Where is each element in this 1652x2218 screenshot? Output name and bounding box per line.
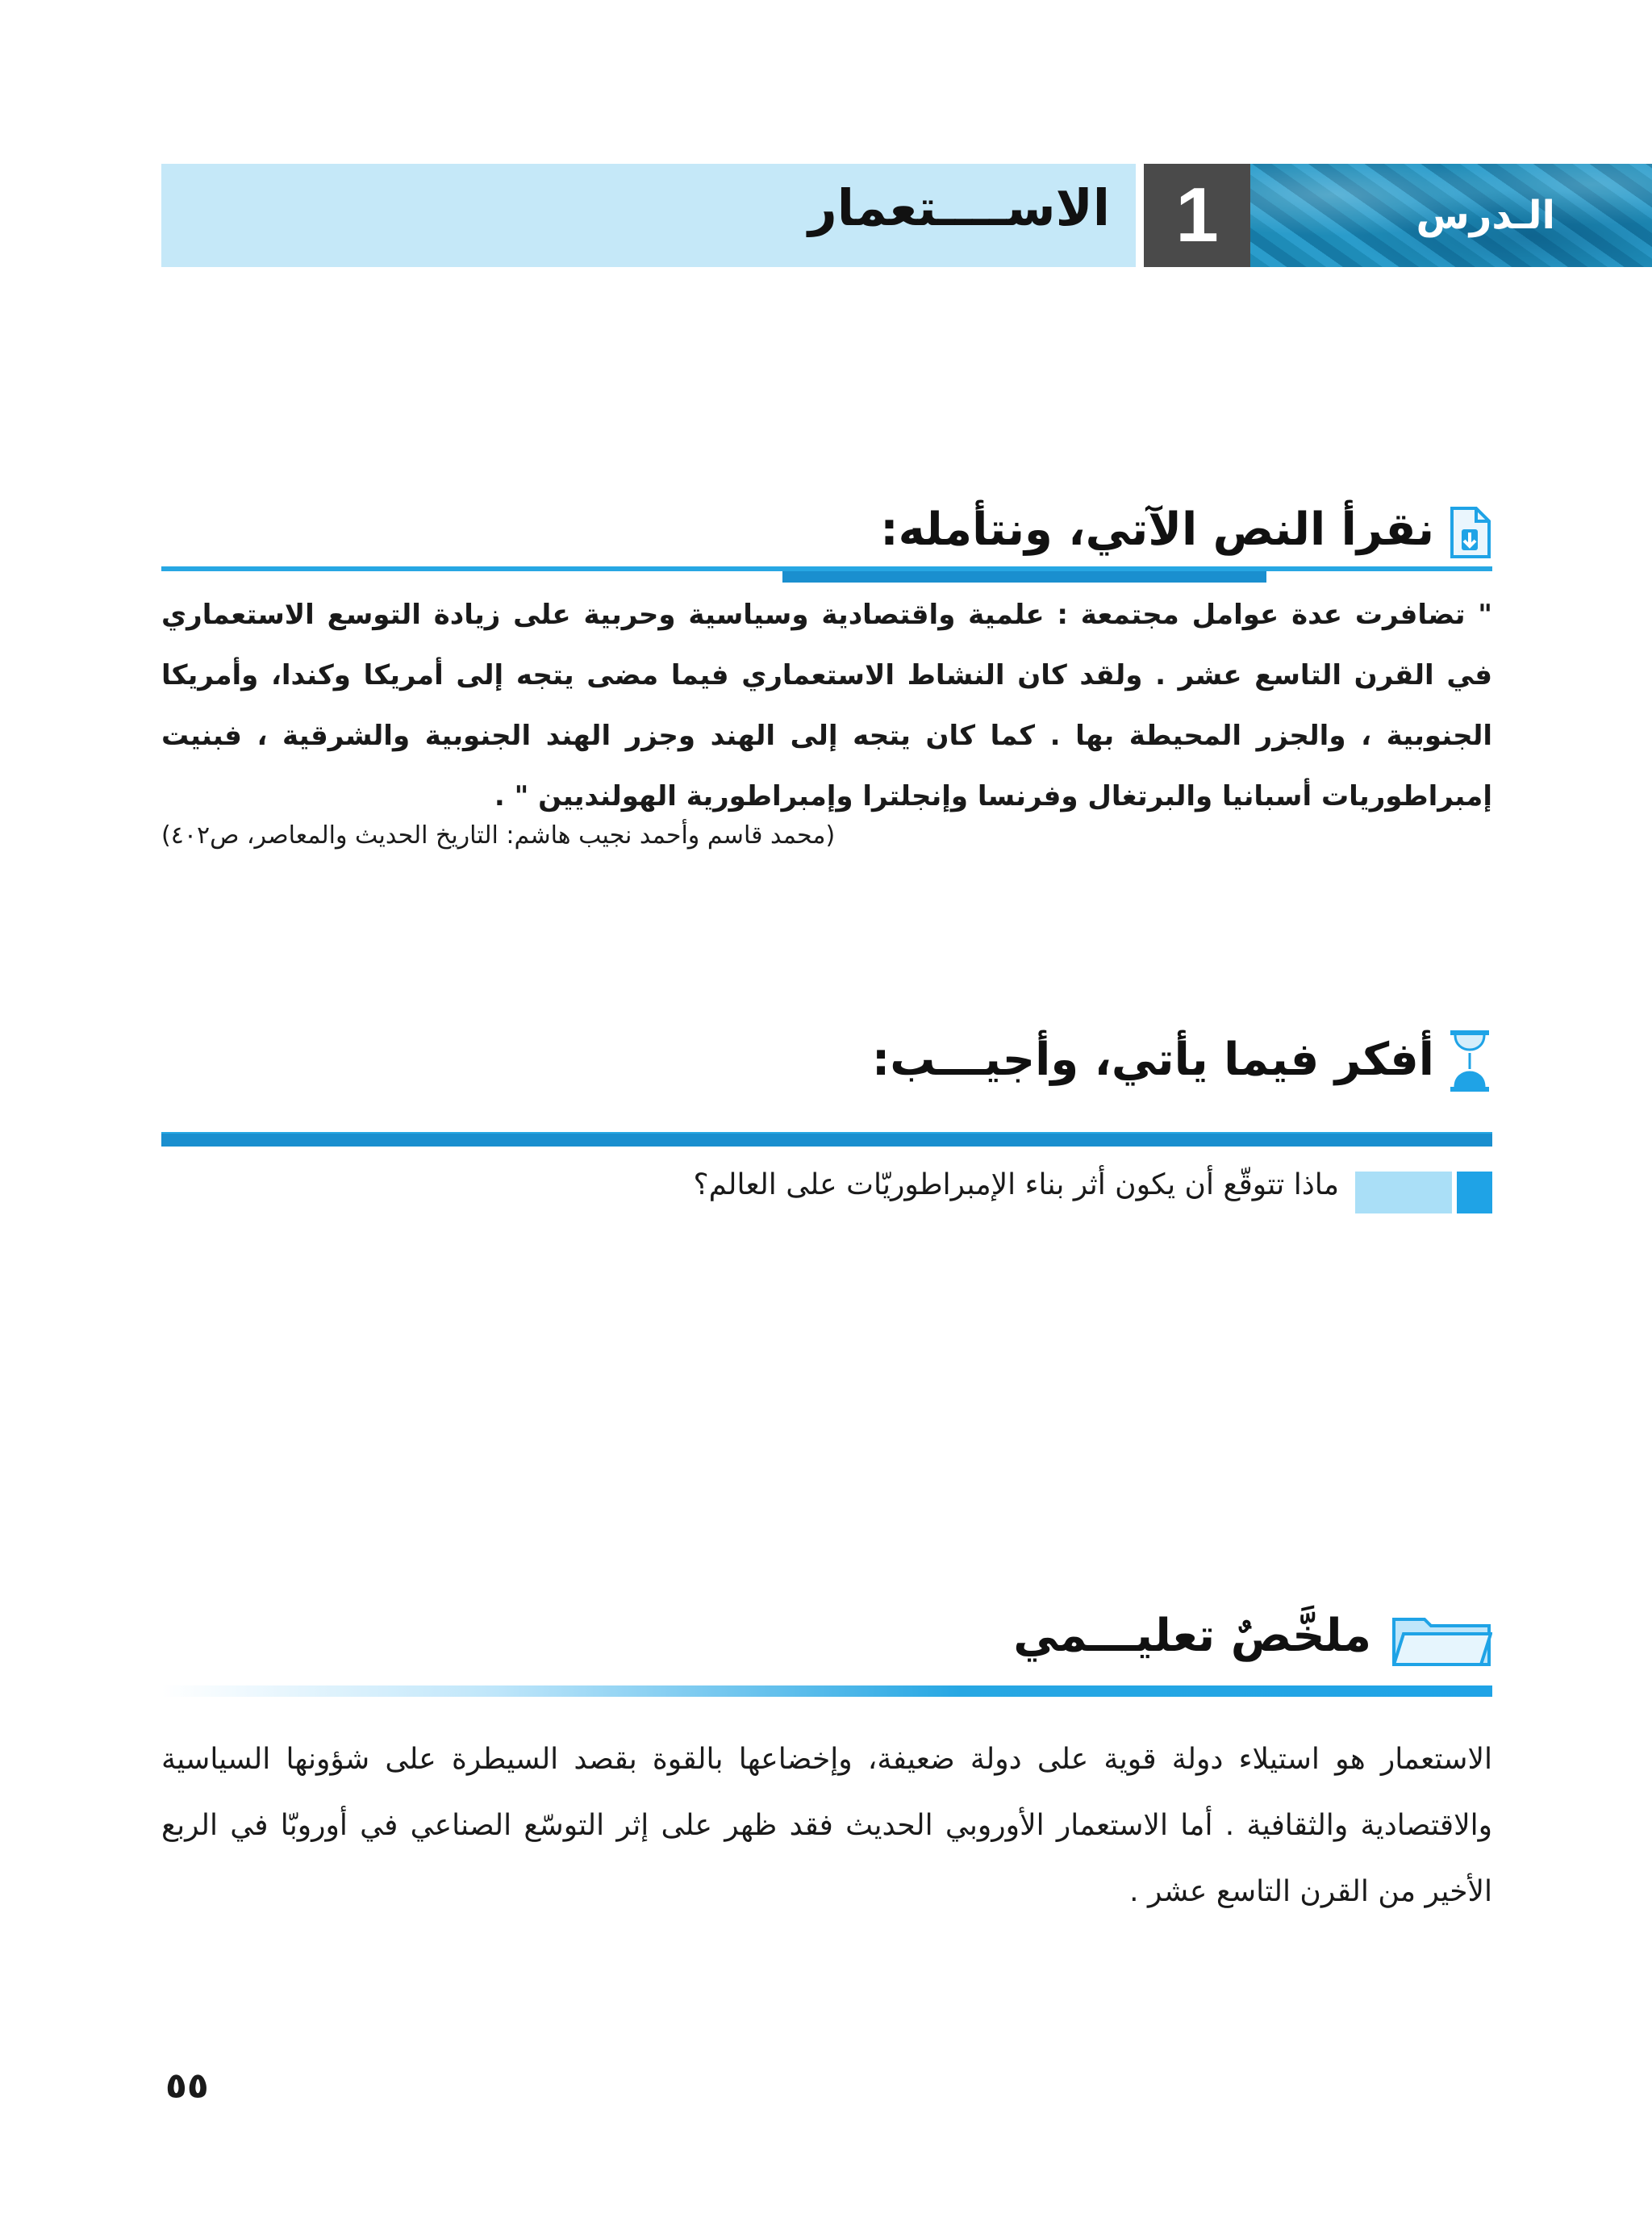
think-section-title: أفكر فيما يأتي، وأجيـــب: (871, 1034, 1434, 1086)
question-bar (1355, 1172, 1452, 1213)
lesson-number: 1 (1144, 164, 1250, 267)
question-marker (1457, 1172, 1492, 1213)
lesson-title: الاســــتعمار (808, 178, 1110, 237)
hourglass-icon (1447, 1029, 1492, 1096)
page-number: ٥٥ (165, 2066, 209, 2107)
question-item (161, 1168, 1492, 1213)
summary-paragraph: الاستعمار هو استيلاء دولة قوية على دولة ضعيفة، وإخضاعها بالقوة بقصد السيطرة على شؤونها السياسية والاقتصادية والثقافية . أما الاستعمار الأوروبي الحديث فقد ظهر على إثر التوسّع الصناعي في أوروبّا في الربع الأخير من القرن التاسع عشر . (161, 1743, 1492, 1908)
summary-section-heading (161, 1602, 1492, 1690)
read-section-title: نقرأ النص الآتي، ونتأمله: (880, 503, 1434, 556)
citation: (محمد قاسم وأحمد نجيب هاشم: التاريخ الحديث والمعاصر، ص٤٠٢) (161, 821, 836, 850)
read-paragraph: " تضافرت عدة عوامل مجتمعة : علمية واقتصادية وسياسية وحربية على زيادة التوسع الاستعماري في القرن التاسع عشر . ولقد كان النشاط الاستعماري فيما مضى يتجه إلى أمريكا وكندا، وأمريكا الجنوبية ، والجزر المحيطة بها . كما كان يتجه إلى الهند وجزر الهند الجنوبية والشرقية ، فبنيت إمبراطوريات أسبانيا والبرتغال وفرنسا وإنجلترا وإمبراطورية الهولنديين " . (161, 599, 1492, 812)
document-download-icon (1447, 507, 1492, 562)
lesson-header (161, 164, 1652, 267)
think-section-rule-accent (161, 1134, 1492, 1147)
summary-section-title: ملخَّصٌ تعليـــمي (1013, 1610, 1371, 1662)
read-section-heading (161, 500, 1492, 581)
think-section-heading (161, 1029, 1492, 1109)
lesson-label-box (1250, 164, 1652, 267)
question-text: ماذا تتوقّع أن يكون أثر بناء الإمبراطوريّات على العالم؟ (693, 1168, 1339, 1201)
folder-icon (1392, 1613, 1492, 1669)
summary-section-rule (161, 1685, 1492, 1697)
lesson-title-box (161, 164, 1136, 267)
read-section-rule-accent (782, 571, 1266, 583)
lesson-label: الـدرس (1416, 193, 1555, 238)
